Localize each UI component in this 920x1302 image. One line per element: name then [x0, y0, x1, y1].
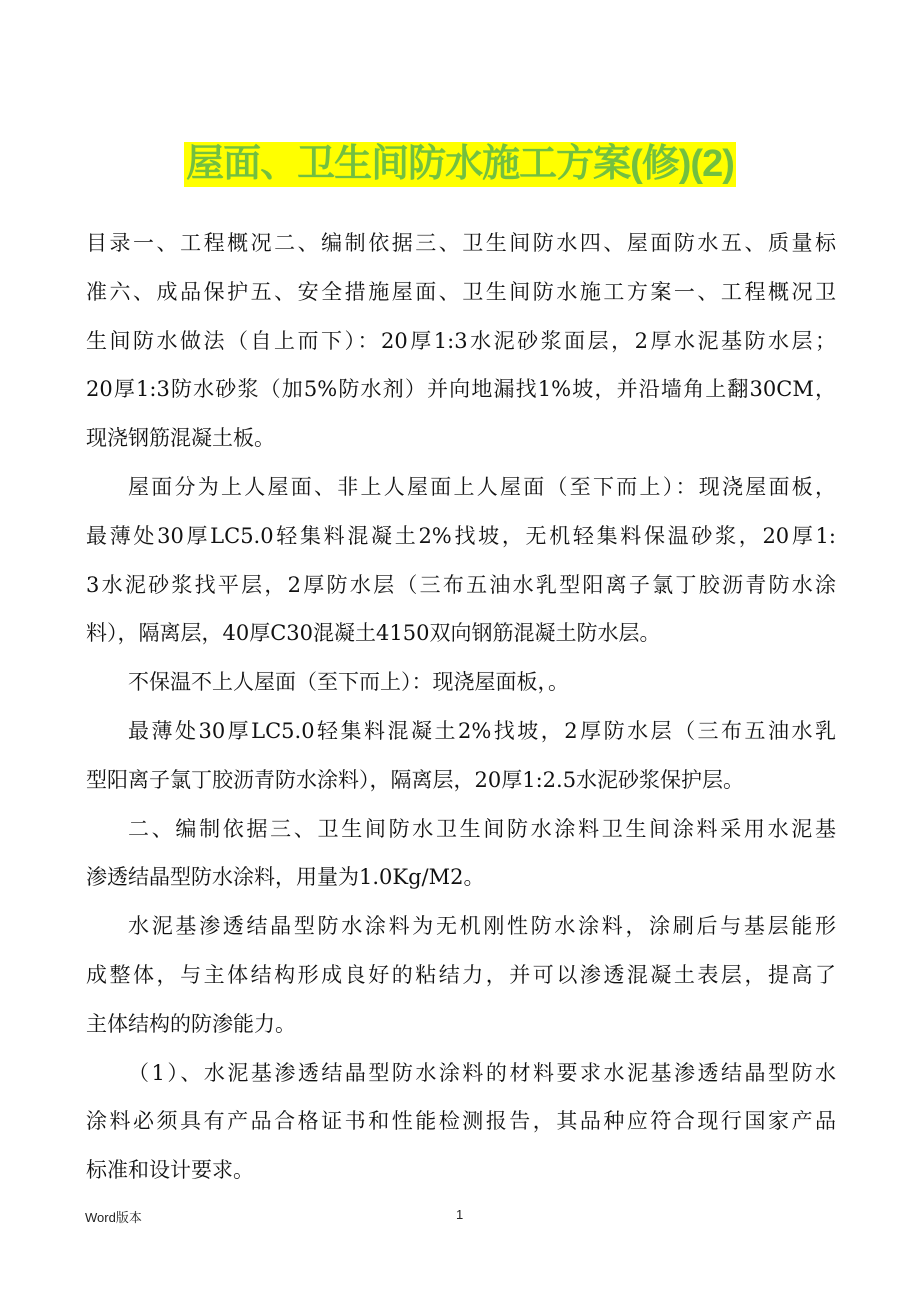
paragraph: [86, 463, 836, 658]
paragraph: [86, 219, 836, 463]
text-line: 最薄处30厚LC5.0轻集料混凝土2%找坡，2厚防水层（三布五油水乳: [128, 718, 836, 743]
text-line: 20厚1:3防水砂浆（加5%防水剂）并向地漏找1%坡，并沿墙角上翻30CM，: [86, 377, 836, 402]
text-line: 不保温不上人屋面（至下而上）：现浇屋面板，。: [128, 670, 569, 695]
text-line: 标准和设计要求。: [86, 1158, 254, 1183]
footer-label: Word版本: [85, 1210, 142, 1225]
text-line: 二、编制依据三、卫生间防水卫生间防水涂料卫生间涂料采用水泥基: [128, 816, 836, 841]
text-line: 主体结构的防渗能力。: [86, 1011, 296, 1036]
text-line: 屋面分为上人屋面、非上人屋面上人屋面（至下而上）：现浇屋面板，: [128, 474, 836, 499]
text-line: 涂料必须具有产品合格证书和性能检测报告，其品种应符合现行国家产品: [86, 1109, 836, 1134]
text-line: 现浇钢筋混凝土板。: [86, 426, 275, 451]
document-body: [86, 219, 836, 1195]
title-container: [0, 142, 920, 187]
text-line: 生间防水做法（自上而下）：20厚1:3水泥砂浆面层，2厚水泥基防水层；: [86, 328, 836, 353]
text-line: 水泥基渗透结晶型防水涂料为无机刚性防水涂料，涂刷后与基层能形: [128, 914, 836, 939]
paragraph: [86, 707, 836, 805]
text-line: 料），隔离层，40厚C30混凝土4150双向钢筋混凝土防水层。: [86, 621, 661, 646]
text-line: 最薄处30厚LC5.0轻集料混凝土2%找坡，无机轻集料保温砂浆，20厚1:: [86, 523, 836, 548]
document-title: 屋面、卫生间防水施工方案(修)(2): [186, 143, 734, 185]
text-line: 成整体，与主体结构形成良好的粘结力，并可以渗透混凝土表层，提高了: [86, 962, 836, 987]
paragraph: [86, 658, 836, 707]
text-line: 3水泥砂浆找平层，2厚防水层（三布五油水乳型阳离子氯丁胶沥青防水涂: [86, 572, 836, 597]
text-line: （1）、水泥基渗透结晶型防水涂料的材料要求水泥基渗透结晶型防水: [128, 1060, 836, 1085]
text-line: 准六、成品保护五、安全措施屋面、卫生间防水施工方案一、工程概况卫: [86, 279, 836, 304]
paragraph: [86, 902, 836, 1048]
paragraph: [86, 805, 836, 903]
text-line: 型阳离子氯丁胶沥青防水涂料），隔离层，20厚1:2.5水泥砂浆保护层。: [86, 767, 745, 792]
text-line: 渗透结晶型防水涂料，用量为1.0Kg/M2。: [86, 865, 485, 890]
page-number: 1: [456, 1207, 464, 1222]
paragraph: [86, 1049, 836, 1195]
text-line: 目录一、工程概况二、编制依据三、卫生间防水四、屋面防水五、质量标: [86, 231, 836, 255]
